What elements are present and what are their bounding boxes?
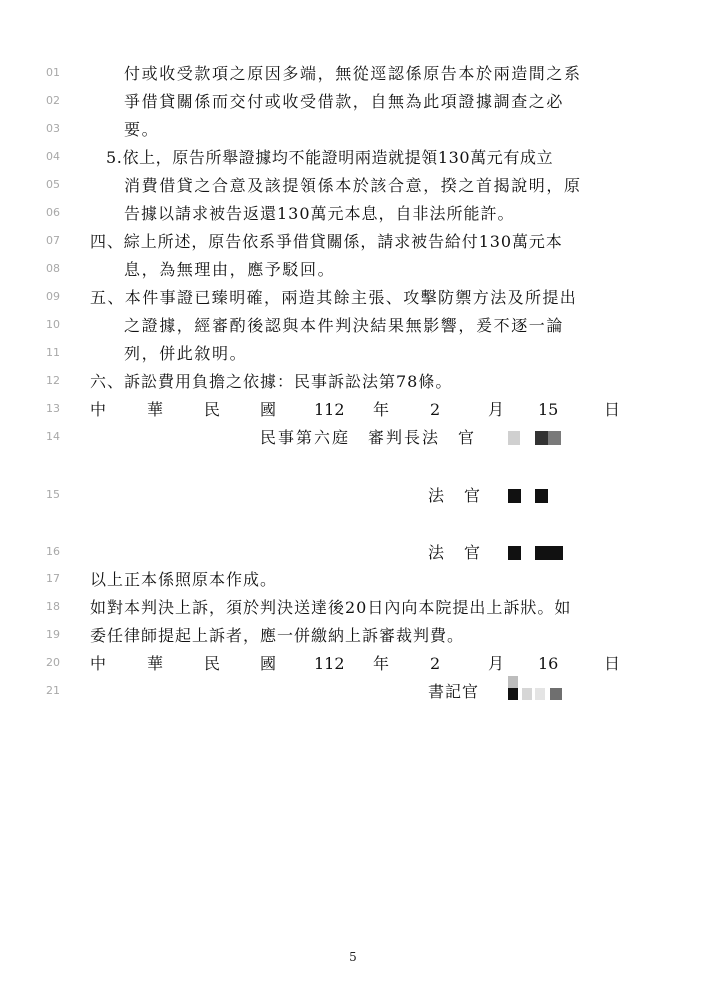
line-text: 要。 <box>124 120 160 139</box>
line-text: 列，併此敘明。 <box>124 344 248 363</box>
redaction-block <box>535 431 548 445</box>
line-number: 08 <box>46 262 60 275</box>
redaction-block <box>548 431 561 445</box>
document-line <box>0 90 706 118</box>
line-number: 10 <box>46 318 60 331</box>
judgment-date <box>0 398 706 426</box>
line-number: 18 <box>46 600 60 613</box>
line-text: 委任律師提起上訴者，應一併繳納上訴審裁判費。 <box>90 626 465 645</box>
redaction-block <box>508 688 518 700</box>
redaction-block <box>508 431 520 445</box>
line-number: 11 <box>46 346 60 359</box>
line-text: 如對本判決上訴，須於判決送達後20日內向本院提出上訴狀。如 <box>90 598 572 617</box>
date-char: 國 <box>260 654 277 673</box>
clerk-signature <box>0 680 706 708</box>
date-month: 2 <box>430 400 441 419</box>
document-line <box>0 624 706 652</box>
document-line <box>0 174 706 202</box>
document-line <box>0 370 706 398</box>
document-line <box>0 258 706 286</box>
line-number: 02 <box>46 94 60 107</box>
judge-signature <box>0 541 706 569</box>
line-number: 12 <box>46 374 60 387</box>
date-char: 民 <box>204 400 221 419</box>
line-number: 09 <box>46 290 60 303</box>
line-number: 17 <box>46 572 60 585</box>
date-char: 年 <box>373 654 390 673</box>
line-number: 21 <box>46 684 60 697</box>
document-line <box>0 118 706 146</box>
line-text: 四、綜上所述，原告依系爭借貸關係，請求被告給付130萬元本 <box>90 232 563 251</box>
court-signature <box>0 426 706 454</box>
redaction-block <box>508 676 518 688</box>
line-text: 息，為無理由，應予駁回。 <box>124 260 336 279</box>
line-number: 14 <box>46 430 60 443</box>
date-year: 112 <box>314 654 345 673</box>
document-line <box>0 230 706 258</box>
line-text: 5.依上，原告所舉證據均不能證明兩造就提領130萬元有成立 <box>106 148 554 167</box>
redaction-block <box>535 688 545 700</box>
redaction-block <box>508 546 521 560</box>
date-year: 112 <box>314 400 345 419</box>
judge-title: 法 官 <box>428 486 483 505</box>
date-char: 國 <box>260 400 277 419</box>
document-line <box>0 62 706 90</box>
document-line <box>0 286 706 314</box>
redaction-block <box>535 546 563 560</box>
line-number: 16 <box>46 545 60 558</box>
line-number: 01 <box>46 66 60 79</box>
redaction-block <box>508 489 521 503</box>
judge-signature <box>0 484 706 512</box>
court-title: 民事第六庭 審判長法 官 <box>260 428 477 447</box>
line-text: 以上正本係照原本作成。 <box>90 570 278 589</box>
line-number: 19 <box>46 628 60 641</box>
line-text: 五、本件事證已臻明確，兩造其餘主張、攻擊防禦方法及所提出 <box>90 288 578 307</box>
date-char: 月 <box>488 654 505 673</box>
redaction-block <box>535 489 548 503</box>
date-char: 日 <box>604 400 621 419</box>
date-char: 月 <box>488 400 505 419</box>
document-line <box>0 202 706 230</box>
line-number: 13 <box>46 402 60 415</box>
date-char: 民 <box>204 654 221 673</box>
document-line <box>0 568 706 596</box>
date-char: 中 <box>90 654 107 673</box>
line-text: 消費借貸之合意及該提領係本於該合意，揆之首揭說明，原 <box>124 176 582 195</box>
redaction-block <box>522 688 532 700</box>
line-text: 之證據，經審酌後認與本件判決結果無影響，爰不逐一論 <box>124 316 565 335</box>
line-number: 15 <box>46 488 60 501</box>
clerk-title: 書記官 <box>428 682 480 701</box>
document-line <box>0 596 706 624</box>
date-char: 日 <box>604 654 621 673</box>
line-text: 告據以請求被告返還130萬元本息，自非法所能許。 <box>124 204 515 223</box>
copy-date <box>0 652 706 680</box>
date-day: 15 <box>538 400 559 419</box>
date-char: 華 <box>147 654 164 673</box>
line-number: 03 <box>46 122 60 135</box>
document-line <box>0 314 706 342</box>
line-number: 05 <box>46 178 60 191</box>
line-text: 六、訴訟費用負擔之依據：民事訴訟法第78條。 <box>90 372 453 391</box>
judge-title: 法 官 <box>428 543 483 562</box>
date-month: 2 <box>430 654 441 673</box>
document-line <box>0 146 706 174</box>
line-number: 20 <box>46 656 60 669</box>
page-number: 5 <box>349 950 357 964</box>
date-char: 年 <box>373 400 390 419</box>
line-number: 04 <box>46 150 60 163</box>
line-number: 07 <box>46 234 60 247</box>
date-char: 華 <box>147 400 164 419</box>
date-day: 16 <box>538 654 559 673</box>
document-line <box>0 342 706 370</box>
redaction-block <box>550 688 562 700</box>
line-text: 爭借貸關係而交付或收受借款，自無為此項證據調查之必 <box>124 92 565 111</box>
line-number: 06 <box>46 206 60 219</box>
line-text: 付或收受款項之原因多端，無從逕認係原告本於兩造間之系 <box>124 64 582 83</box>
date-char: 中 <box>90 400 107 419</box>
